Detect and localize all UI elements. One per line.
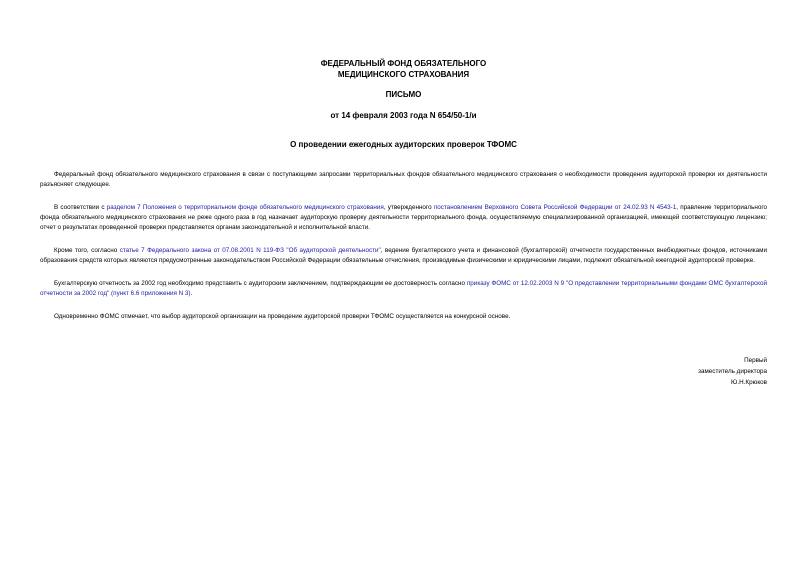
- link-supreme-council-resolution[interactable]: постановлением Верховного Совета Российской Федерации от 24.02.93 N 4543-1: [433, 204, 677, 211]
- paragraph-2: [40, 203, 767, 233]
- paragraph-5: Одновременно ФОМС отмечает, что выбор аудиторской организации на проведение аудиторской проверки ТФОМС осуществляется на конкурсной основе.: [54, 313, 511, 320]
- paragraph-2-text-a: В соответствии с: [54, 204, 107, 211]
- document-subject: О проведении ежегодных аудиторских проверок ТФОМС: [290, 140, 517, 149]
- paragraph-4: [40, 279, 767, 299]
- link-federal-law-article-7[interactable]: статье 7 Федерального закона от 07.08.2001 N 119-ФЗ "Об аудиторской деятельности": [119, 247, 381, 254]
- document-body: [40, 170, 767, 335]
- signature-line-2: заместитель директора: [698, 368, 767, 375]
- paragraph-1: Федеральный фонд обязательного медицинского страхования в связи с поступающими запросами территориальных фондов обязательного медицинского страхования о необходимости проведения аудиторской проверки их деятельности разъясняет следующее.: [40, 171, 767, 188]
- signature-block: [567, 355, 767, 388]
- org-line-2: МЕДИЦИНСКОГО СТРАХОВАНИЯ: [337, 70, 470, 79]
- link-foms-order-9[interactable]: приказу ФОМС от 12.02.2003 N 9 "О представлении территориальными фондами ОМС бухгалтерской отчетности за 2002 год" (пункт 6.6 приложения N 3): [40, 280, 767, 297]
- paragraph-3-text-b: , ведение бухгалтерского учета и финансовой (бухгалтерской) отчетности государственных внебюджетных фондов, источниками образования средств которых являются предусмотренные законодательством Российской Федерации обязательные отчисления, производимые физическими и юридическими лицами, подлежит обязательной ежегодной аудиторской проверке.: [40, 247, 767, 264]
- org-line-1: ФЕДЕРАЛЬНЫЙ ФОНД ОБЯЗАТЕЛЬНОГО: [320, 59, 487, 68]
- document-type: ПИСЬМО: [385, 90, 422, 99]
- paragraph-2-text-c: , правление территориального фонда обязательного медицинского страхования не реже одного раза в год назначает аудиторскую проверку деятельности территориального фонда, осуществляемую специализированной организацией, имеющей соответствующую лицензию; отчет о результатах проведенной проверки представляется органам законодательной и исполнительной власти.: [40, 204, 767, 231]
- document-date: от 14 февраля 2003 года N 654/50-1/и: [330, 111, 477, 120]
- link-section-7-regulation[interactable]: разделом 7 Положения о территориальном фонде обязательного медицинского страхования: [106, 204, 384, 211]
- paragraph-3-text-a: Кроме того, согласно: [54, 247, 120, 254]
- paragraph-3: [40, 246, 767, 266]
- paragraph-4-text-b: .: [190, 290, 193, 297]
- paragraph-4-text-a: Бухгалтерскую отчетность за 2002 год необходимо представить с аудиторским заключением, подтверждающим ее достоверность согласно: [54, 280, 467, 287]
- paragraph-2-text-b: , утвержденного: [383, 204, 434, 211]
- organization-name: [0, 58, 807, 80]
- signature-line-1: Первый: [744, 357, 767, 364]
- signature-name: Ю.Н.Крюков: [731, 379, 767, 386]
